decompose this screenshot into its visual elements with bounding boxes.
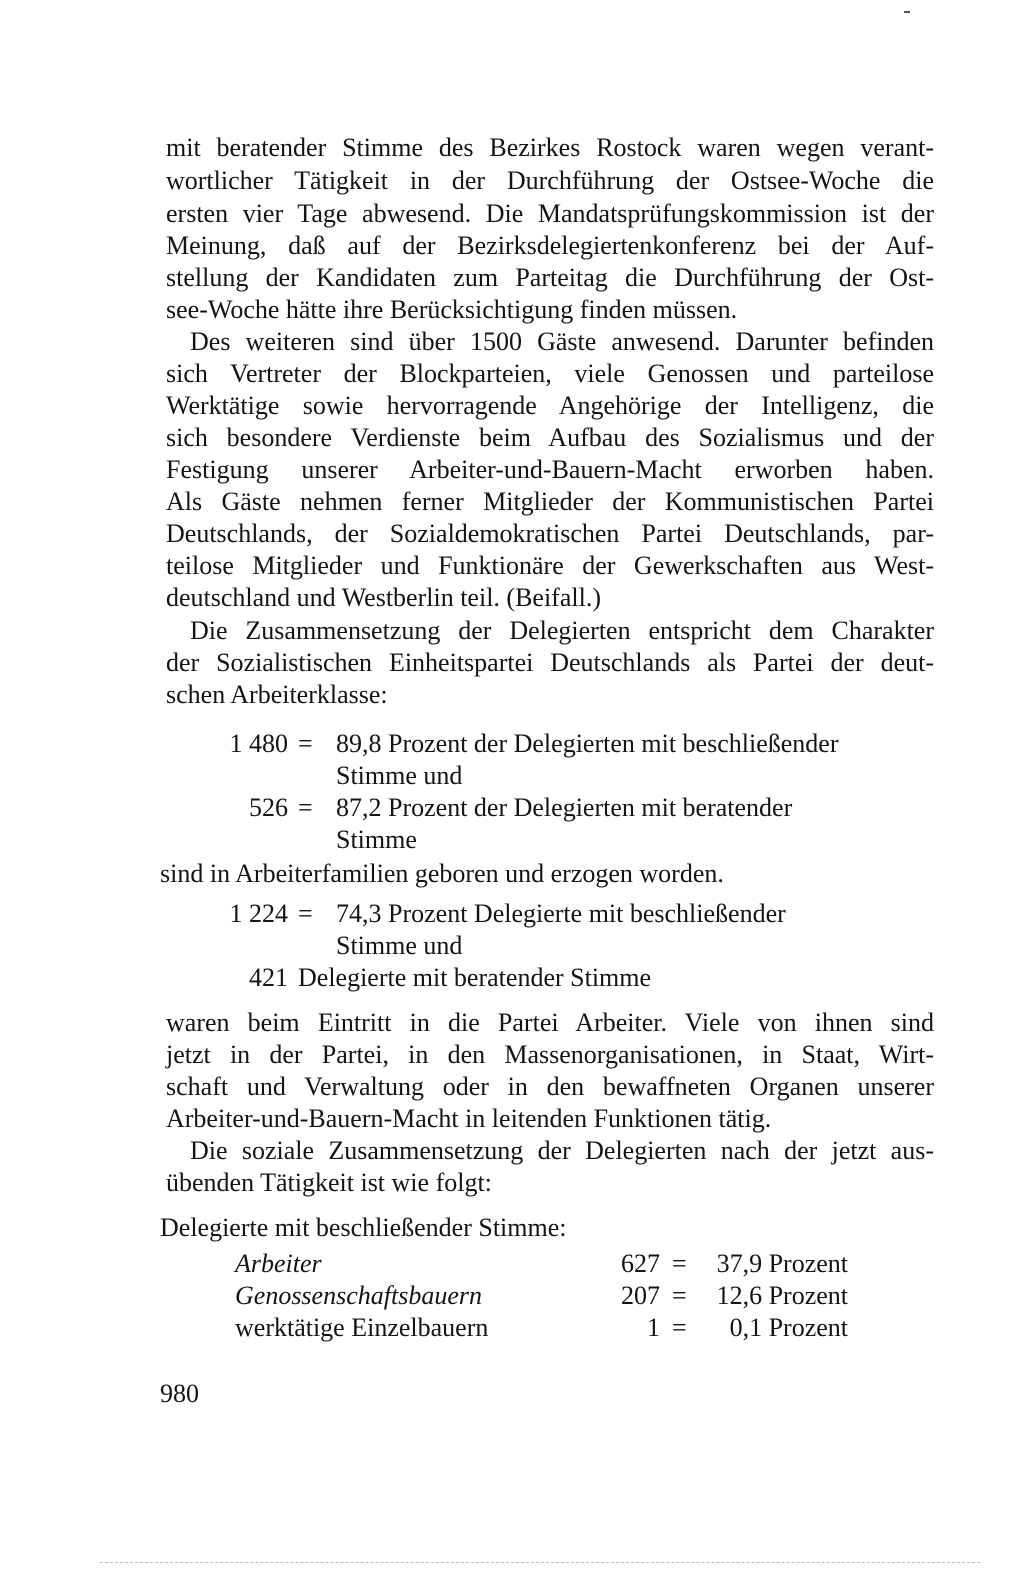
text-line: deutschland und Westberlin teil. (Beifall.) [166,583,601,612]
stat-conclusion: sind in Arbeiterfamilien geboren und erzogen worden. [160,859,724,888]
text-line: übenden Tätigkeit ist wie folgt: [166,1168,492,1197]
row-label: Genossenschaftsbauern [235,1281,482,1310]
equals-sign: = [672,1281,687,1310]
stat-count: 1 480 [229,729,288,758]
equals-sign: = [672,1249,687,1278]
text-line: schaft und Verwaltung oder in den bewaffneten Organen unserer [166,1072,934,1101]
page-bottom-edge [100,1562,980,1563]
text-line: Die Zusammensetzung der Delegierten entspricht dem Charakter [190,616,934,645]
stat-description: Stimme und [336,931,463,960]
equals-sign: = [298,729,313,758]
text-line: der Sozialistischen Einheitspartei Deutschlands als Partei der deut- [166,648,934,677]
row-label: werktätige Einzelbauern [235,1313,489,1342]
text-line: mit beratender Stimme des Bezirkes Rostock waren wegen verant- [166,133,934,162]
text-line: see-Woche hätte ihre Berücksichtigung finden müssen. [166,295,738,324]
row-count: 207 [621,1281,660,1310]
stat-count: 526 [249,793,288,822]
text-line: Die soziale Zusammensetzung der Delegierten nach der jetzt aus- [190,1136,934,1165]
text-line: Als Gäste nehmen ferner Mitglieder der Kommunistischen Partei [166,487,934,516]
text-line: sich Vertreter der Blockparteien, viele Genossen und parteilose [166,359,934,388]
text-line: teilose Mitglieder und Funktionäre der Gewerkschaften aus West- [166,551,934,580]
row-percent: 37,9 Prozent [716,1249,848,1278]
text-line: wortlicher Tätigkeit in der Durchführung der Ostsee-Woche die [166,166,934,195]
row-count: 627 [621,1249,660,1278]
stat-description: Delegierte mit beratender Stimme [298,963,652,992]
stat-description: Stimme [336,825,417,854]
table-heading: Delegierte mit beschließender Stimme: [160,1213,567,1242]
stat-description: 87,2 Prozent der Delegierten mit beratender [336,793,793,822]
equals-sign: = [298,793,313,822]
text-line: stellung der Kandidaten zum Parteitag die Durchführung der Ost- [166,263,934,292]
text-line: Werktätige sowie hervorragende Angehörige der Intelligenz, die [166,391,934,420]
stat-description: 74,3 Prozent Delegierte mit beschließender [336,899,786,928]
row-count: 1 [647,1313,660,1342]
stat-count: 1 224 [229,899,288,928]
equals-sign: = [672,1313,687,1342]
row-percent: 12,6 Prozent [716,1281,848,1310]
text-line: schen Arbeiterklasse: [166,680,388,709]
text-line: jetzt in der Partei, in den Massenorganisationen, in Staat, Wirt- [166,1040,934,1069]
stat-description: Stimme und [336,761,463,790]
text-line: ersten vier Tage abwesend. Die Mandatsprüfungskommission ist der [166,199,934,228]
page-number: 980 [160,1379,199,1408]
scan-speck [904,11,910,13]
equals-sign: = [298,899,313,928]
row-label: Arbeiter [235,1249,322,1278]
text-line: Festigung unserer Arbeiter-und-Bauern-Macht erworben haben. [166,455,934,484]
text-line: Arbeiter-und-Bauern-Macht in leitenden Funktionen tätig. [166,1104,772,1133]
text-line: waren beim Eintritt in die Partei Arbeiter. Viele von ihnen sind [166,1008,934,1037]
text-line: Meinung, daß auf der Bezirksdelegiertenkonferenz bei der Auf- [166,231,934,260]
text-line: Deutschlands, der Sozialdemokratischen Partei Deutschlands, par- [166,519,934,548]
stat-description: 89,8 Prozent der Delegierten mit beschließender [336,729,839,758]
text-line: sich besondere Verdienste beim Aufbau des Sozialismus und der [166,423,934,452]
row-percent: 0,1 Prozent [729,1313,848,1342]
text-line: Des weiteren sind über 1500 Gäste anwesend. Darunter befinden [190,327,934,356]
stat-count: 421 [249,963,288,992]
